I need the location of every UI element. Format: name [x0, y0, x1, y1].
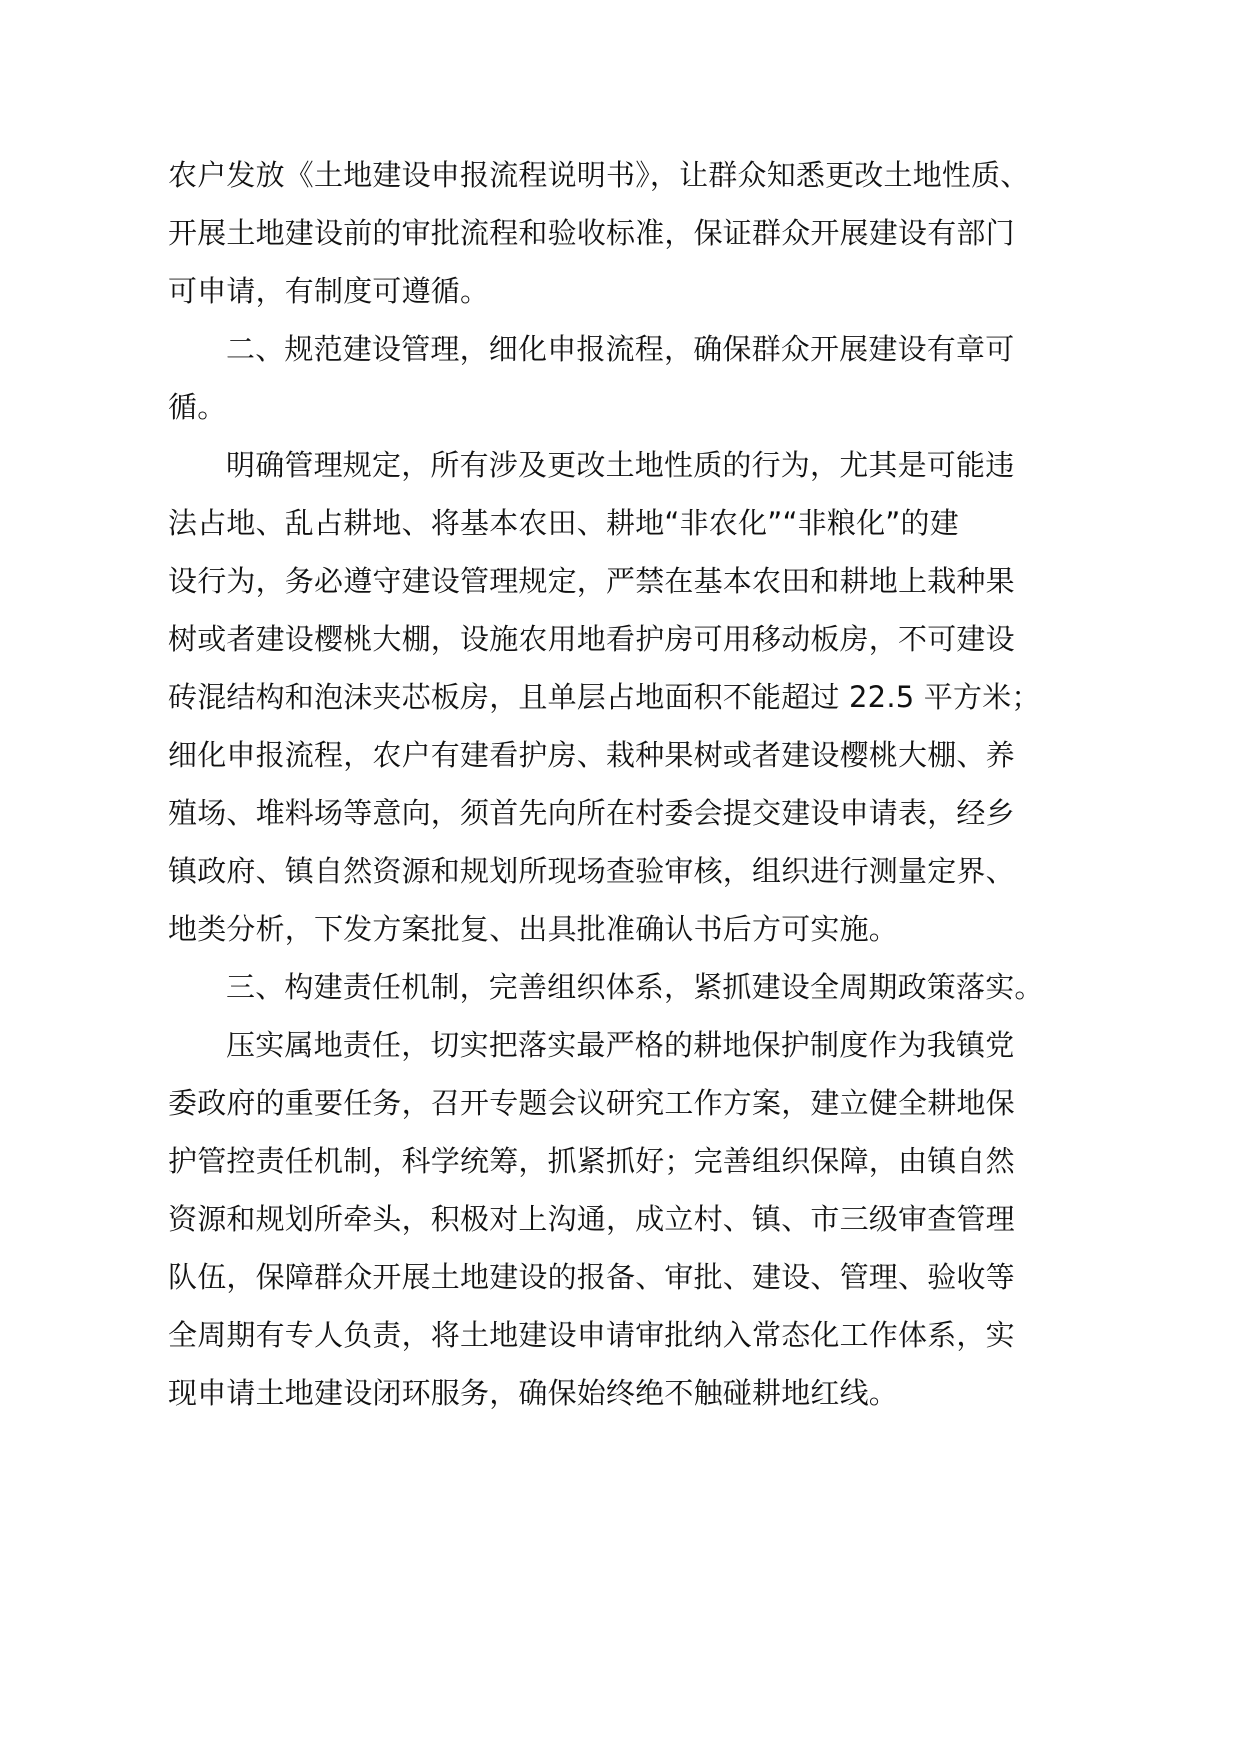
text-line-14: 地类分析，下发方案批复、出具批准确认书后方可实施。 — [168, 912, 899, 946]
text-line-13: 镇政府、镇自然资源和规划所现场查验审核，组织进行测量定界、 — [168, 854, 1015, 888]
text-line-3: 可申请，有制度可遵循。 — [168, 274, 490, 308]
text-line-7: 法占地、乱占耕地、将基本农田、耕地“非农化”“非粮化”的建 — [168, 506, 959, 540]
text-line-8: 设行为，务必遵守建设管理规定，严禁在基本农田和耕地上栽种果 — [168, 564, 1015, 598]
text-line-5: 循。 — [168, 390, 227, 424]
text-line-22: 现申请土地建设闭环服务，确保始终绝不触碰耕地红线。 — [168, 1376, 899, 1410]
text-line-16: 压实属地责任，切实把落实最严格的耕地保护制度作为我镇党 — [226, 1028, 1015, 1062]
text-line-12: 殖场、堆料场等意向，须首先向所在村委会提交建设申请表，经乡 — [168, 796, 1015, 830]
text-line-19: 资源和规划所牵头，积极对上沟通，成立村、镇、市三级审查管理 — [168, 1202, 1015, 1236]
text-line-18: 护管控责任机制，科学统筹，抓紧抓好；完善组织保障，由镇自然 — [168, 1144, 1015, 1178]
text-line-20: 队伍，保障群众开展土地建设的报备、审批、建设、管理、验收等 — [168, 1260, 1015, 1294]
text-line-21: 全周期有专人负责，将土地建设申请审批纳入常态化工作体系，实 — [168, 1318, 1015, 1352]
text-line-11: 细化申报流程，农户有建看护房、栽种果树或者建设樱桃大棚、养 — [168, 738, 1015, 772]
text-line-1: 农户发放《土地建设申报流程说明书》，让群众知悉更改土地性质、 — [168, 158, 1030, 192]
text-line-6: 明确管理规定，所有涉及更改土地性质的行为，尤其是可能违 — [226, 448, 1015, 482]
text-line-9: 树或者建设樱桃大棚，设施农用地看护房可用移动板房，不可建设 — [168, 622, 1015, 656]
text-line-2: 开展土地建设前的审批流程和验收标准，保证群众开展建设有部门 — [168, 216, 1015, 250]
heading-2: 二、规范建设管理，细化申报流程，确保群众开展建设有章可 — [226, 332, 1015, 366]
heading-3: 三、构建责任机制，完善组织体系，紧抓建设全周期政策落实。 — [226, 970, 1044, 1004]
text-line-17: 委政府的重要任务，召开专题会议研究工作方案，建立健全耕地保 — [168, 1086, 1015, 1120]
text-line-10: 砖混结构和泡沫夹芯板房，且单层占地面积不能超过 22.5 平方米； — [168, 680, 1041, 714]
